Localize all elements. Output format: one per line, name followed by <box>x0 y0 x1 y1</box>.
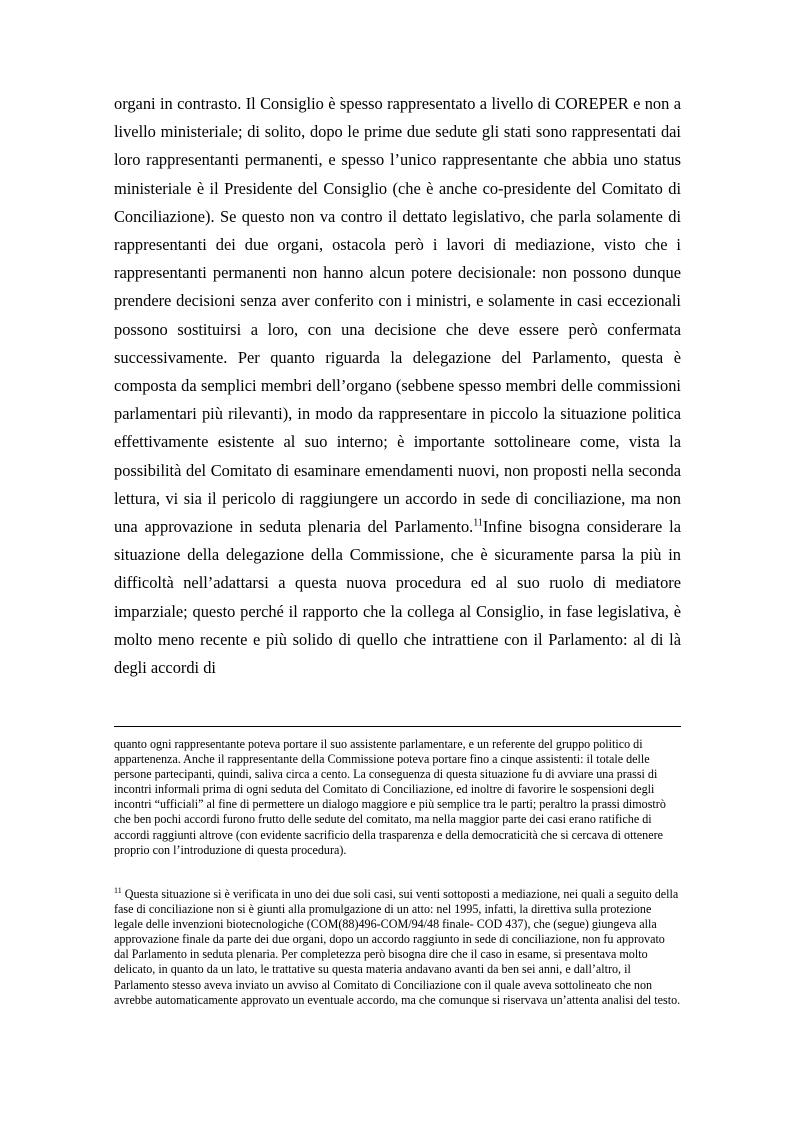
footnote-separator <box>114 726 681 727</box>
footnote-11-text: Questa situazione si è verificata in uno dei due soli casi, sui venti sottoposti a mediazione, nei quali a seguito della fase di conciliazione non si è giunti alla promulgazione di un atto: nel 1995, infatti, la direttiva sulla protezione legale delle invenzioni biotecnologiche (COM(88)496-COM/94/48 finale- COD 437), che (segue) giungeva alla approvazione finale da parte dei due organi, dopo un accordo raggiunto in sede di conciliazione, non fu approvato dal Parlamento in seduta plenaria. Per completezza però bisogna dire che il caso in esame, si presentava molto delicato, in quanto da un lato, le trattative su questa materia andavano avanti da ben sei anni, e dall’altro, il Parlamento stesso aveva inviato un avviso al Comitato di Conciliazione con il quale aveva sottolineato che non avrebbe automaticamente approvato un eventuale accordo, ma che comunque si riservava un’attenta analisi del testo. <box>114 887 681 1007</box>
body-text-part-1: organi in contrasto. Il Consiglio è spesso rappresentato a livello di COREPER e non a livello ministeriale; di solito, dopo le prime due sedute gli stati sono rappresentati dai loro rappresentanti permanenti, e spesso l’unico rappresentante che abbia uno status ministeriale è il Presidente del Consiglio (che è anche co-presidente del Comitato di Conciliazione). Se questo non va contro il dettato legislativo, che parla solamente di rappresentanti dei due organi, ostacola però i lavori di mediazione, visto che i rappresentanti permanenti non hanno alcun potere decisionale: non possono dunque prendere decisioni senza aver conferito con i ministri, e solamente in casi eccezionali possono sostituirsi a loro, con una decisione che deve essere però confermata successivamente. Per quanto riguarda la delegazione del Parlamento, questa è composta da semplici membri dell’organo (sebbene spesso membri delle commissioni parlamentari più rilevanti), in modo da rappresentare in piccolo la situazione politica effettivamente esistente al suo interno; è importante sottolineare come, vista la possibilità del Comitato di esaminare emendamenti nuovi, non proposti nella seconda lettura, vi sia il pericolo di raggiungere un accordo in sede di conciliazione, ma non una approvazione in seduta plenaria del Parlamento. <box>114 94 681 537</box>
footnote-continuation: quanto ogni rappresentante poteva portare il suo assistente parlamentare, e un referente del gruppo politico di appartenenza. Anche il rappresentante della Commissione poteva portare fino a cinque assistenti: il totale delle persone partecipanti, quindi, saliva circa a cento. La conseguenza di questa situazione fu di avviare una prassi di incontri informali prima di ogni seduta del Comitato di Conciliazione, ed inoltre di favorire le sospensioni degli incontri “ufficiali” al fine di permettere un dialogo maggiore e più semplice tra le parti; peraltro la prassi dimostrò che ben pochi accordi furono frutto delle sedute del comitato, ma nella maggior parte dei casi erano ratifiche di accordi raggiunti altrove (con evidente sacrificio della trasparenza e della democraticità che si cercava di ottenere proprio con l’introduzione di questa procedura). <box>114 737 666 857</box>
footnote-11-number: 11 <box>114 885 122 895</box>
body-text-part-2: Infine bisogna considerare la situazione della delegazione della Commissione, che è sicuramente parsa la più in difficoltà nell’adattarsi a questa nuova procedura ed al suo ruolo di mediatore imparziale; questo perché il rapporto che la collega al Consiglio, in fase legislativa, è molto meno recente e più solido di quello che intrattiene con il Parlamento: al di là degli accordi di <box>114 517 681 678</box>
body-paragraph <box>114 90 681 682</box>
footnote-11 <box>114 887 681 1008</box>
footnote-reference-11[interactable]: 11 <box>473 517 483 529</box>
